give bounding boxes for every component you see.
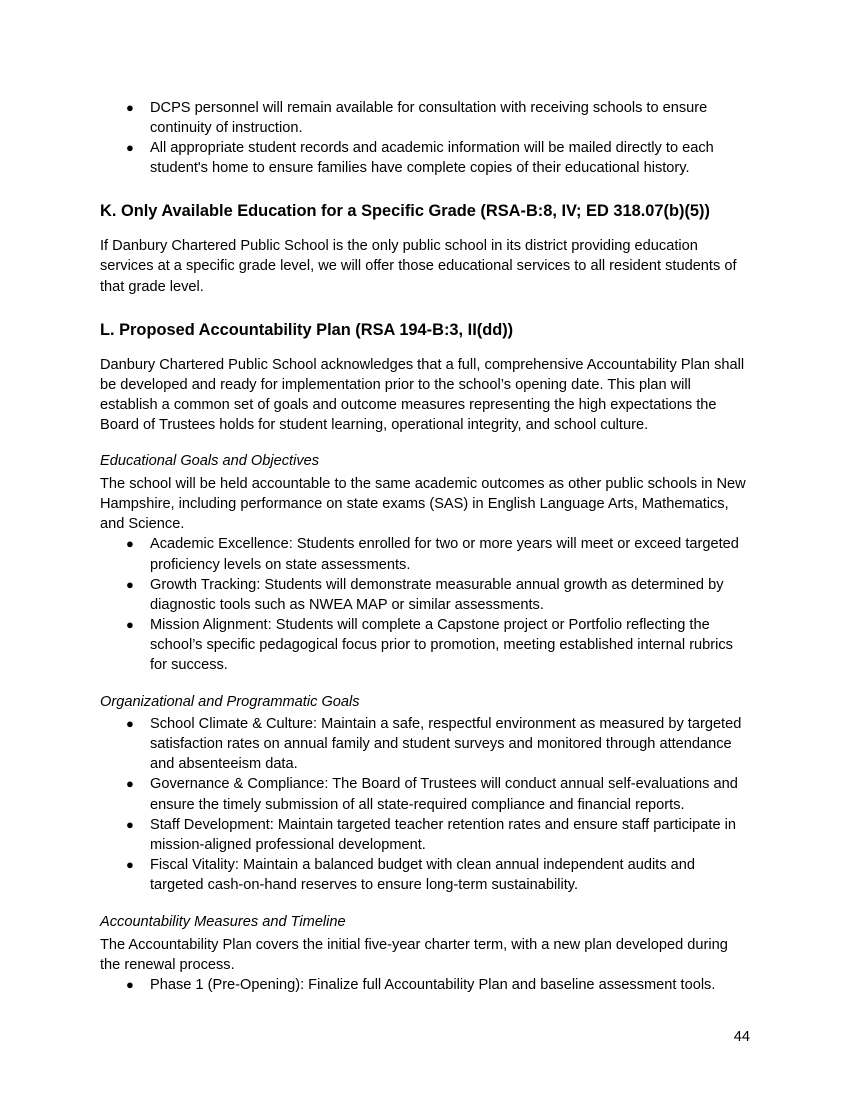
bullet-icon: ●: [126, 616, 134, 632]
list-item: [126, 534, 752, 574]
list-item: [126, 615, 752, 675]
list-item-text: Staff Development: Maintain targeted teacher retention rates and ensure staff participate in mission-aligned professional development.: [150, 816, 736, 853]
list-item: [126, 815, 752, 855]
list-item-text: Phase 1 (Pre-Opening): Finalize full Accountability Plan and baseline assessment tools.: [150, 977, 716, 994]
bullet-icon: ●: [126, 576, 134, 592]
list-item-text: DCPS personnel will remain available for consultation with receiving schools to ensure continuity of instruction.: [150, 100, 708, 137]
list-item-text: Fiscal Vitality: Maintain a balanced budget with clean annual independent audits and targeted cash-on-hand reserves to ensure long-term sustainability.: [150, 856, 695, 893]
educational-goals-title: Educational Goals and Objectives: [100, 453, 320, 470]
accountability-measures-body: The Accountability Plan covers the initial five-year charter term, with a new plan developed during the renewal process.: [100, 937, 728, 974]
list-item: [126, 138, 752, 178]
section-k-heading: K. Only Available Education for a Specific Grade (RSA-B:8, IV; ED 318.07(b)(5)): [100, 202, 710, 221]
page-number: 44: [733, 1029, 750, 1045]
list-item: [126, 98, 752, 138]
list-item-text: Mission Alignment: Students will complete a Capstone project or Portfolio reflecting the school’s specific pedagogical focus prior to promotion, meeting established internal rubrics for success.: [150, 616, 733, 673]
bullet-icon: ●: [126, 716, 134, 732]
list-item: [126, 714, 752, 774]
bullet-icon: ●: [126, 100, 134, 115]
bullet-icon: ●: [126, 856, 134, 872]
section-k-body: If Danbury Chartered Public School is the only public school in its district providing education services at a specific grade level, we will offer those educational services to all resident students of that grade level.: [100, 238, 737, 295]
bullet-icon: ●: [126, 140, 134, 156]
list-item-text: All appropriate student records and academic information will be mailed directly to each student's home to ensure families have complete copies of their educational history.: [150, 140, 714, 177]
section-l-heading: L. Proposed Accountability Plan (RSA 194-B:3, II(dd)): [100, 320, 514, 339]
list-item-text: School Climate & Culture: Maintain a safe, respectful environment as measured by targeted satisfaction rates on annual family and student surveys and monitored through attendance and absenteeism data.: [150, 716, 742, 773]
organizational-goals-list: [100, 714, 752, 895]
list-item: [126, 855, 752, 895]
bullet-icon: ●: [126, 977, 134, 993]
list-item: [126, 774, 752, 814]
educational-goals-list: [100, 534, 752, 675]
list-item-text: Growth Tracking: Students will demonstrate measurable annual growth as determined by diagnostic tools such as NWEA MAP or similar assessments.: [150, 576, 724, 613]
bullet-icon: ●: [126, 536, 134, 552]
list-item-text: Governance & Compliance: The Board of Trustees will conduct annual self-evaluations and ensure the timely submission of all state-required compliance and financial reports.: [150, 776, 738, 813]
accountability-measures-list: [100, 975, 752, 995]
document-page: [100, 98, 752, 995]
list-item-text: Academic Excellence: Students enrolled for two or more years will meet or exceed targeted proficiency levels on state assessments.: [150, 536, 739, 573]
bullet-icon: ●: [126, 816, 134, 832]
organizational-goals-title: Organizational and Programmatic Goals: [100, 694, 360, 711]
accountability-measures-title: Accountability Measures and Timeline: [100, 914, 346, 930]
list-item: [126, 975, 752, 995]
list-item: [126, 575, 752, 615]
bullet-icon: ●: [126, 776, 134, 792]
section-l-body: Danbury Chartered Public School acknowledges that a full, comprehensive Accountability Plan shall be developed and ready for implementation prior to the school’s opening date. This plan will establish a common set of goals and outcome measures representing the high expectations the Board of Trustees holds for student learning, operational integrity, and school culture.: [100, 356, 745, 433]
educational-goals-body: The school will be held accountable to the same academic outcomes as other public schools in New Hampshire, including performance on state exams (SAS) in English Language Arts, Mathematics, and Science.: [100, 476, 746, 533]
intro-bullet-list: [100, 98, 752, 178]
